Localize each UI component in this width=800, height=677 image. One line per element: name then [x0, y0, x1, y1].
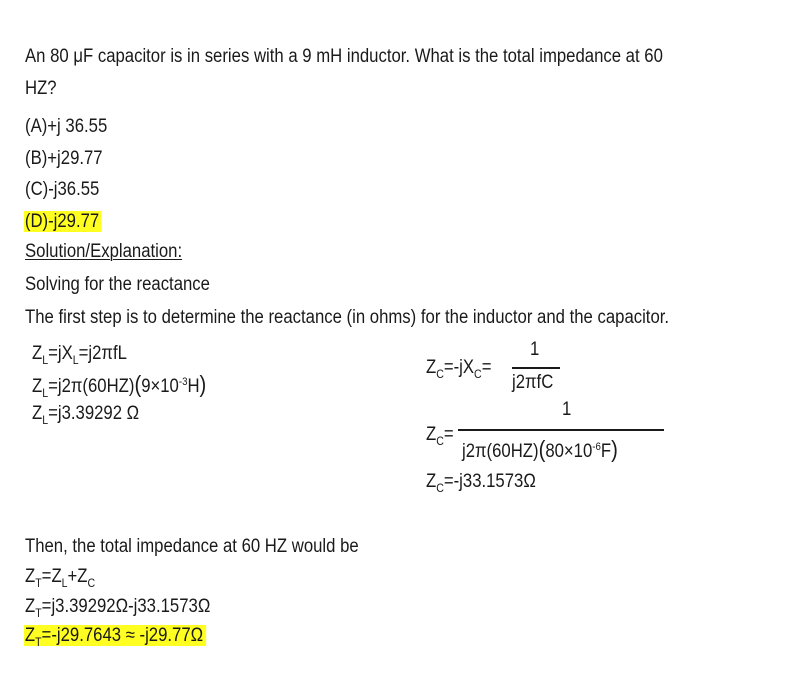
eq-term: =j2π(60HZ): [48, 376, 135, 397]
eq-term: =j2πfL: [78, 343, 127, 364]
subscript: L: [72, 353, 79, 367]
capacitor-eq-2-denominator: [462, 437, 618, 466]
capacitor-eq-3: [426, 470, 536, 495]
choice-c: (C)-j36.55: [25, 179, 100, 200]
inductor-eq-1: [32, 342, 127, 367]
eq-term: F: [600, 441, 612, 462]
symbol: Z: [32, 376, 43, 397]
eq-term: =-jX: [443, 357, 475, 378]
solution-heading: Solution/Explanation:: [25, 241, 183, 262]
eq-term: =-j29.7643 ≈ -j29.77Ω: [41, 625, 204, 646]
subscript: L: [42, 413, 49, 427]
superscript: -6: [592, 441, 601, 453]
subscript: C: [436, 367, 444, 381]
capacitor-eq-1-numerator: 1: [530, 339, 540, 360]
subscript: C: [87, 576, 96, 590]
eq-term: =: [481, 357, 492, 378]
superscript: -3: [178, 376, 188, 388]
eq-term: +Z: [67, 566, 88, 587]
subscript: C: [436, 434, 444, 448]
eq-term: =-j33.1573Ω: [443, 471, 536, 492]
fraction-bar: [512, 367, 560, 369]
symbol: Z: [25, 566, 36, 587]
choice-a: (A)+j 36.55: [25, 116, 108, 137]
subscript: L: [42, 353, 49, 367]
choice-d-highlighted: [24, 210, 102, 234]
final-answer: [24, 625, 206, 649]
eq-term: 9×10: [141, 376, 179, 397]
paren-close: ): [611, 436, 618, 462]
symbol: Z: [426, 424, 437, 445]
subscript: T: [35, 635, 42, 649]
symbol: Z: [426, 357, 437, 378]
eq-term: =Z: [41, 566, 62, 587]
symbol: Z: [25, 596, 36, 617]
choice-b: (B)+j29.77: [25, 148, 103, 169]
eq-term: 80×10: [545, 441, 593, 462]
capacitor-eq-1-lhs: [426, 356, 491, 381]
choice-d-text: (D)-j29.77: [24, 211, 102, 232]
subscript: L: [42, 386, 49, 400]
paren-close: ): [199, 371, 207, 397]
capacitor-eq-2-lhs: [426, 423, 454, 448]
eq-term: =: [443, 424, 454, 445]
capacitor-eq-1-denominator: j2πfC: [512, 372, 554, 393]
fraction-bar: [458, 429, 664, 431]
total-intro: Then, the total impedance at 60 HZ would be: [25, 536, 359, 557]
question-line-1: An 80 μF capacitor is in series with a 9 mH inductor. What is the total impedance at 60: [25, 46, 663, 67]
symbol: Z: [426, 471, 437, 492]
subscript: C: [436, 481, 444, 495]
eq-term: =j3.39292 Ω: [48, 403, 140, 424]
symbol: Z: [32, 403, 43, 424]
capacitor-eq-2-numerator: 1: [562, 399, 572, 420]
eq-term: j2π(60HZ): [462, 441, 539, 462]
eq-term: =jX: [48, 343, 73, 364]
eq-term: =j3.39292Ω-j33.1573Ω: [41, 596, 211, 617]
subscript: T: [35, 606, 42, 620]
solution-line-2: The first step is to determine the reactance (in ohms) for the inductor and the capacitor.: [25, 307, 670, 328]
question-line-2: HZ?: [25, 78, 57, 99]
symbol: Z: [24, 625, 36, 646]
paren-open: (: [134, 371, 142, 397]
eq-term: H: [187, 376, 200, 397]
subscript: C: [474, 367, 482, 381]
paren-open: (: [538, 436, 546, 462]
inductor-eq-2: [32, 372, 206, 401]
inductor-eq-3: [32, 402, 139, 427]
solution-line-1: Solving for the reactance: [25, 274, 210, 295]
subscript: T: [35, 576, 42, 590]
symbol: Z: [32, 343, 43, 364]
total-eq-1: [25, 565, 95, 590]
total-eq-2: [25, 595, 210, 620]
total-eq-3-highlighted: [24, 624, 206, 649]
subscript: L: [61, 576, 68, 590]
